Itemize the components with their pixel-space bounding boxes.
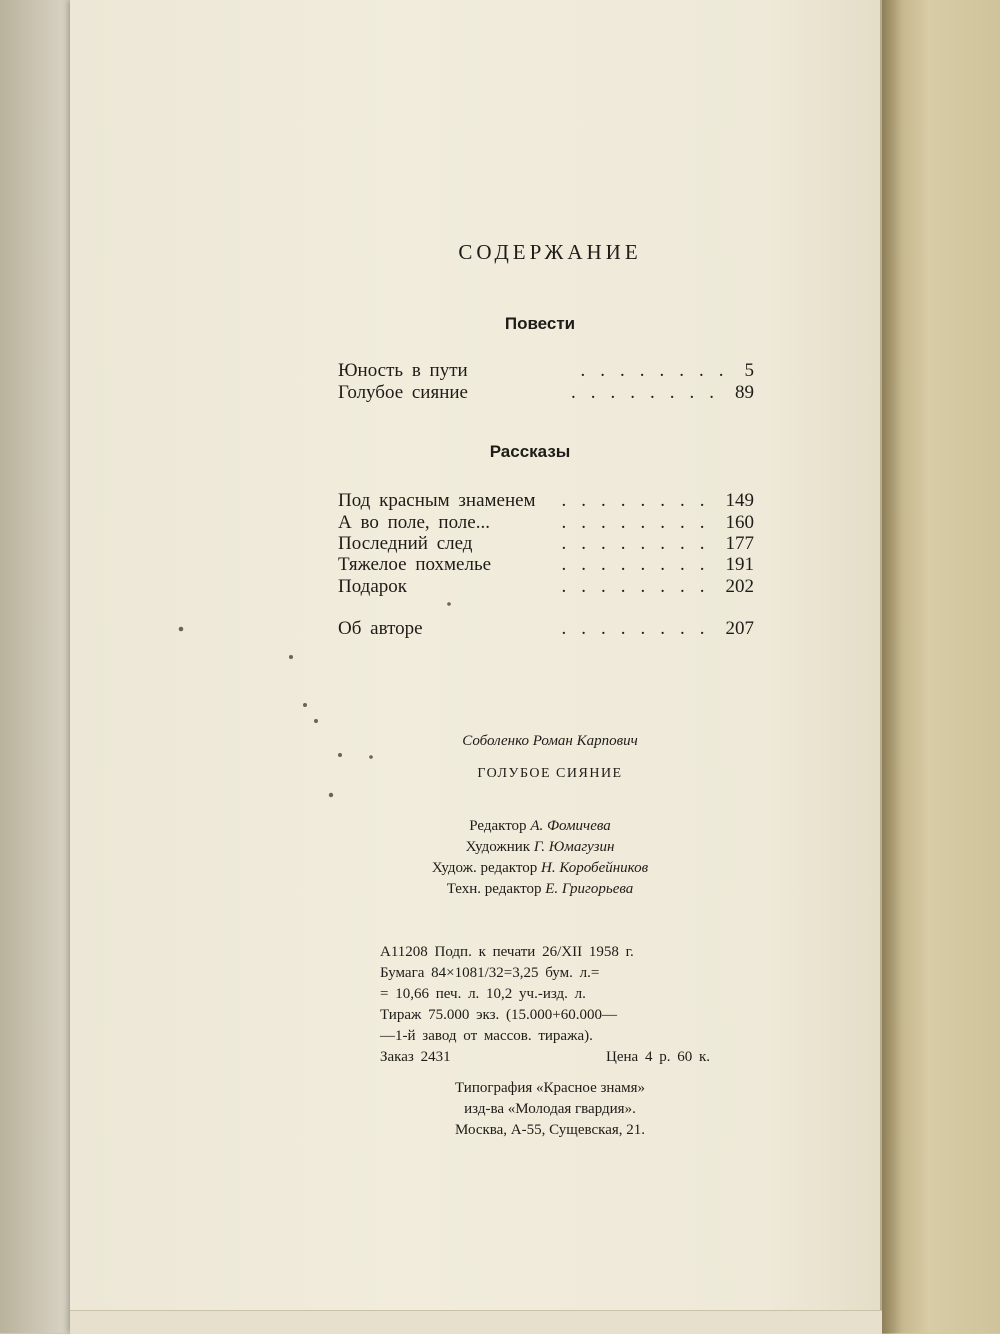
publication-text: —1-й завод от массов. тиража). [380,1028,593,1044]
price: Цена 4 р. 60 к. [606,1049,710,1065]
toc-entry-page: 177 [725,533,754,554]
toc-entry-page: 5 [744,360,754,381]
toc-entry [338,576,754,598]
toc-entry-title: Подарок [338,576,408,597]
toc-entry-title: Последний след [338,533,473,554]
credit-name: Г. Юмагузин [533,839,615,855]
toc-entry [338,512,754,534]
toc-leader-dots: ........ [561,554,720,575]
printer-line: Москва, А-55, Сущевская, 21. [454,1122,645,1138]
publication-line [380,965,710,982]
toc-entry [338,533,754,555]
toc-leader-dots: ........ [561,512,720,533]
credit-line [360,881,720,898]
credit-name: Н. Коробейников [541,860,649,876]
toc-entry-page: 207 [725,618,754,639]
order-number: Заказ 2431 [380,1049,451,1065]
publication-line-order [380,1049,710,1066]
toc-entry [338,490,754,512]
toc-entry-page: 191 [725,554,754,575]
toc-leader-dots: ........ [561,490,720,511]
credit-role: Худож. редактор [431,860,538,876]
credit-line [360,860,720,877]
credit-line [360,839,720,856]
toc-entry-title: Голубое сияние [338,382,468,403]
publication-text: А11208 Подп. к печати 26/XII 1958 г. [380,944,634,960]
toc-entry-title: Под красным знаменем [338,490,536,511]
credit-role: Техн. редактор [446,881,542,897]
page-bottom-edge [70,1310,882,1334]
contents-heading: СОДЕРЖАНИЕ [458,240,642,264]
credit-line [360,818,720,835]
credit-role: Художник [465,839,531,855]
toc-entry-title: Тяжелое похмелье [338,554,492,575]
toc-entry [338,360,754,382]
publication-line [380,1007,710,1024]
toc-entry-page: 89 [735,382,754,403]
toc-leader-dots: ........ [561,533,720,554]
credit-role: Редактор [469,818,527,834]
toc-entry-title: Юность в пути [338,360,468,381]
credit-name: Е. Григорьева [545,881,634,897]
publication-text: = 10,66 печ. л. 10,2 уч.-изд. л. [380,986,586,1002]
toc-entry-title: А во поле, поле... [338,512,490,533]
credit-name: А. Фомичева [530,818,611,834]
toc-leader-dots: ........ [561,576,720,597]
toc-entry [338,382,754,404]
toc-leader-dots: ........ [571,382,729,403]
toc-leader-dots: ........ [561,618,720,639]
toc-entry-title: Об авторе [338,618,423,639]
publication-line [380,986,710,1003]
toc-entry [338,554,754,576]
book-title: ГОЛУБОЕ СИЯНИЕ [477,766,623,781]
toc-entry-page: 202 [725,576,754,597]
toc-entry-about [338,618,754,640]
toc-entry-page: 160 [725,512,754,533]
publication-line [380,944,710,961]
section-title-rasskazy: Рассказы [489,442,571,461]
publication-text: Тираж 75.000 экз. (15.000+60.000— [380,1007,617,1023]
printer-line: Типография «Красное знамя» [455,1080,645,1096]
toc-leader-dots: ........ [580,360,739,381]
publication-line [380,1028,710,1045]
section-title-povesti: Повести [504,314,576,333]
author-name: Соболенко Роман Карпович [462,733,638,749]
printer-line: изд-ва «Молодая гвардия». [464,1101,636,1117]
page-gutter-shadow [880,0,902,1333]
toc-entry-page: 149 [725,490,754,511]
publication-text: Бумага 84×1081/32=3,25 бум. л.= [380,965,600,981]
